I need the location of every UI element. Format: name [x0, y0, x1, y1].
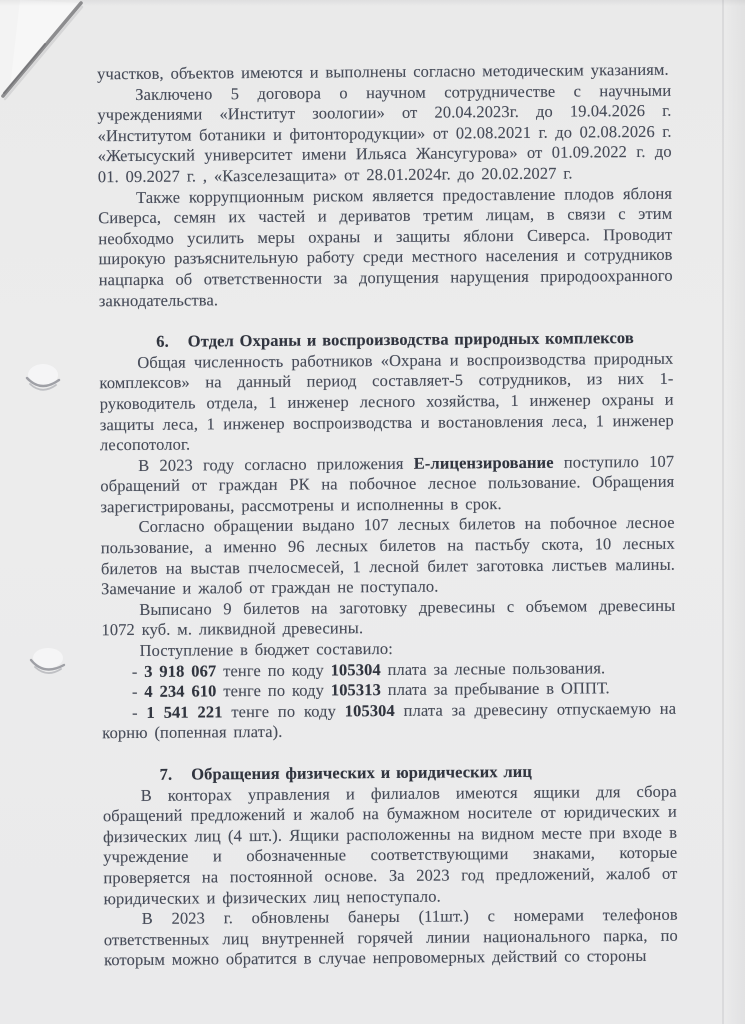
- budget-middle-text: тенге по коду: [223, 680, 325, 701]
- paragraph-banners: В 2023 г. обновлены банеры (11шт.) с номерами телефонов ответственных лиц внутренней горячей линии национального парка, по которым можно обратится в случае непровомерных действий со стороны: [103, 904, 678, 970]
- elicensing-text-after: поступило 107 обращений от граждан РК на побочное лесное пользование. Обращения зарегистрированы, рассмотрены и исполненны в срок.: [100, 451, 675, 517]
- budget-amount: 4 234 610: [144, 681, 217, 702]
- section-6-title: Отдел Охраны и воспроизводства природных комплексов: [187, 328, 634, 351]
- paragraph-elicensing: [100, 451, 674, 517]
- document-text-block: [97, 60, 678, 971]
- punch-hole-mark-icon: [22, 360, 66, 402]
- folded-corner-artifact: [0, 0, 96, 106]
- paragraph-corruption-risk: Также коррупционным риском является предоставление плодов яблоня Сиверса, семян их частей и дериватов третим лицам, в связи с этим необходмо усилить меры охраны и защиты яблони Сиверса. Проводит широкую разъяснительную работу среди местного населения и сотрудников нацпарка об ответственности за допущения нарущения природоохранного закнодательства.: [98, 183, 673, 310]
- paragraph-complaint-boxes: В конторах управления и филиалов имеются ящики для сбора обращений предложений и жалоб на бумажном носителе от юридических и физических лиц (4 шт.). Ящики расположенны на видном месте при входе в учреждение и обозначенные соответствующими знаками, которые проверяется на постоянной основе. За 2023 год предложений, жалоб от юридических и физических лиц непоступало.: [102, 781, 678, 908]
- budget-code: 105304: [330, 659, 381, 680]
- budget-amount: 1 541 221: [146, 702, 223, 722]
- section-7-number: 7.: [159, 764, 173, 784]
- budget-middle-text: тенге по коду: [231, 701, 337, 722]
- punch-hole-mark-icon: [26, 644, 70, 686]
- scan-top-shadow: [0, 0, 745, 6]
- section-7-title: Обращения физических и юридических лиц: [191, 761, 533, 784]
- budget-description: плата за древесину отпускаемую на корню (попенная плата).: [102, 698, 677, 743]
- paragraph-timber: Выписано 9 билетов на заготовку древесины с объемом древесины 1072 куб. м. ликвидной древесины.: [101, 595, 676, 640]
- paragraph-tickets: Согласно обращении выдано 107 лесных билетов на побочное лесное пользование, а именно 96 лесных билетов на пастьбу скота, 10 лесных билетов на выстав пчелосмесей, 1 лесной билет заготовка листьев малины. Замечание и жалоб от граждан не поступало.: [100, 513, 676, 599]
- paragraph-staff: Общая численность работников «Охрана и воспроизводства природных комплексов» на данный период составляет-5 сотрудников, из них 1-руководитель отдела, 1 инженер лесного хозяйства, 1 инженер охраны и защиты леса, 1 инженер воспроизводства и востановления леса, 1 инженер лесопотолог.: [99, 348, 674, 455]
- budget-dash: -: [132, 702, 138, 722]
- budget-middle-text: тенге по коду: [223, 660, 324, 680]
- budget-description: плата за пребывание в ОППТ.: [387, 678, 610, 700]
- paragraph-agreements: Заключено 5 договора о научном сотрудничестве с научными учреждениями «Институт зоологии» от 20.04.2023г. до 19.04.2026 г. «Институтом ботаники и фитонтородукции» от 02.08.2021 г. до 02.08.2026 г. «Жетысуский университет имени Ильяса Жансугурова» от 01.09.2022 г. до 01. 09.2027 г. , «Казселезащита» от 28.01.2024г. до 20.02.2027 г.: [97, 80, 672, 187]
- elicensing-text-before: В 2023 году согласно приложения: [138, 453, 404, 475]
- budget-code: 105313: [330, 680, 381, 700]
- elicensing-bold-term: Е-лицензирование: [413, 452, 554, 473]
- scan-edge-shadow: [725, 0, 745, 1024]
- budget-item: [102, 699, 676, 745]
- paragraph-continuation: участков, объектов имеются и выполнены согласно методическим указаниям.: [97, 59, 669, 84]
- budget-intro: Поступление в бюджет составило:: [139, 638, 393, 660]
- section-6-number: 6.: [156, 331, 169, 351]
- budget-description: плата за лесные пользования.: [387, 657, 606, 679]
- budget-amount: 3 918 067: [144, 660, 217, 681]
- budget-dash: -: [131, 682, 138, 702]
- budget-dash: -: [131, 661, 138, 681]
- scan-edge-line-artifact: [722, 0, 724, 1024]
- budget-code: 105304: [344, 700, 395, 721]
